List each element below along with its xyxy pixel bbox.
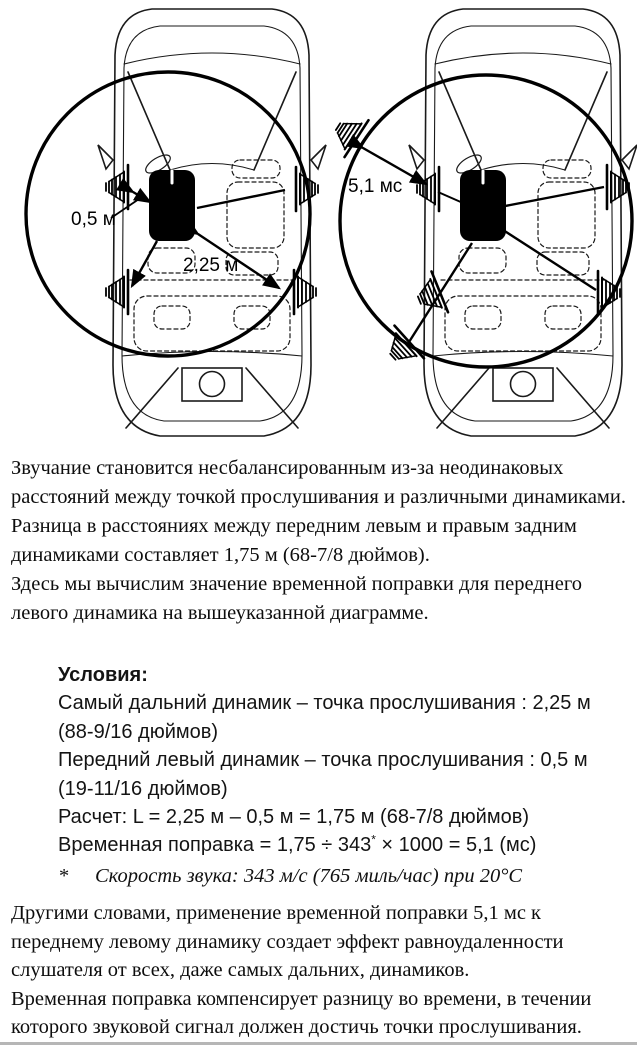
condition-front-left-speaker-inches: (19-11/16 дюймов) <box>58 777 228 800</box>
speaker-icon-rear-left-actual <box>411 271 448 320</box>
speaker-icon-rear-left <box>106 270 128 314</box>
formula-line <box>58 831 629 859</box>
paragraph-equidistance-effect: Другими словами, применение временной поправки 5,1 мс к переднему левому динамику создает эффект равноудаленности слушателя от всех, даже самых дальних, динамиков. <box>11 902 564 982</box>
line-listener-to-front-right <box>197 190 285 208</box>
diagram-unbalanced <box>26 9 326 436</box>
speaker-icon-front-left-actual <box>417 167 439 211</box>
time-correction-label: 5,1 мс <box>348 176 403 197</box>
intro-text <box>11 454 628 628</box>
distance-label-farthest: 2,25 м <box>183 255 239 276</box>
line-listener-to-rear-right <box>500 228 596 290</box>
diagram-time-aligned <box>326 9 637 436</box>
formula-suffix: × 1000 = 5,1 (мс) <box>375 834 537 857</box>
distance-label-front-left: 0,5 м <box>71 209 116 230</box>
formula-prefix: Временная поправка = 1,75 ÷ 343 <box>58 834 372 857</box>
paragraph-time-correction-summary: Временная поправка компенсирует разницу во времени, в течении которого звуковой сигнал должен достичь точки прослушивания. <box>11 987 592 1039</box>
paragraph-calculation-goal: Здесь мы вычислим значение временной поправки для переднего левого динамика на вышеуказанной диаграмме. <box>11 573 582 624</box>
footnote-asterisk: * <box>58 865 69 887</box>
condition-farthest-speaker: Самый дальний динамик – точка прослушивания : 2,25 м <box>58 692 591 715</box>
speaker-icon-front-left <box>106 165 128 209</box>
line-front-left-to-listener <box>438 192 463 203</box>
outro-text <box>11 899 628 1042</box>
speaker-icon-front-right <box>607 165 629 209</box>
line-listener-to-front-right <box>500 187 604 207</box>
car-outline-right <box>409 9 637 436</box>
line-listener-to-rear-left-virtual <box>409 243 472 342</box>
speaker-icon-rear-right <box>598 271 620 315</box>
arrow-listener-to-rear-left <box>132 241 157 286</box>
paragraph-unbalanced-sound: Звучание становится несбалансированным из-за неодинаковых расстояний между точкой прослушивания и различными динамиками. <box>11 457 626 508</box>
conditions-block <box>58 661 629 860</box>
condition-front-left-speaker: Передний левый динамик – точка прослушивания : 0,5 м <box>58 749 588 772</box>
speaker-icon-front-left-virtual <box>326 108 368 157</box>
footnote <box>58 863 629 890</box>
footnote-reference-asterisk: * <box>371 832 376 847</box>
calculation-line: Расчет: L = 2,25 м – 0,5 м = 1,75 м (68-7/8 дюймов) <box>58 806 529 829</box>
speaker-icon-rear-left-virtual <box>378 326 424 373</box>
speaker-icon-rear-right <box>294 270 316 314</box>
car-outline-left <box>98 9 326 436</box>
condition-farthest-speaker-inches: (88-9/16 дюймов) <box>58 720 219 743</box>
time-alignment-diagrams <box>0 0 637 452</box>
conditions-heading: Условия: <box>58 664 148 686</box>
diagram-canvas <box>0 0 637 452</box>
paragraph-distance-difference: Разница в расстояниях между передним левым и правым задним динамиками составляет 1,75 м (68-7/8 дюймов). <box>11 515 577 566</box>
footnote-speed-of-sound: Скорость звука: 343 м/с (765 миль/час) при 20°C <box>95 865 523 887</box>
bottom-divider <box>0 1042 637 1045</box>
